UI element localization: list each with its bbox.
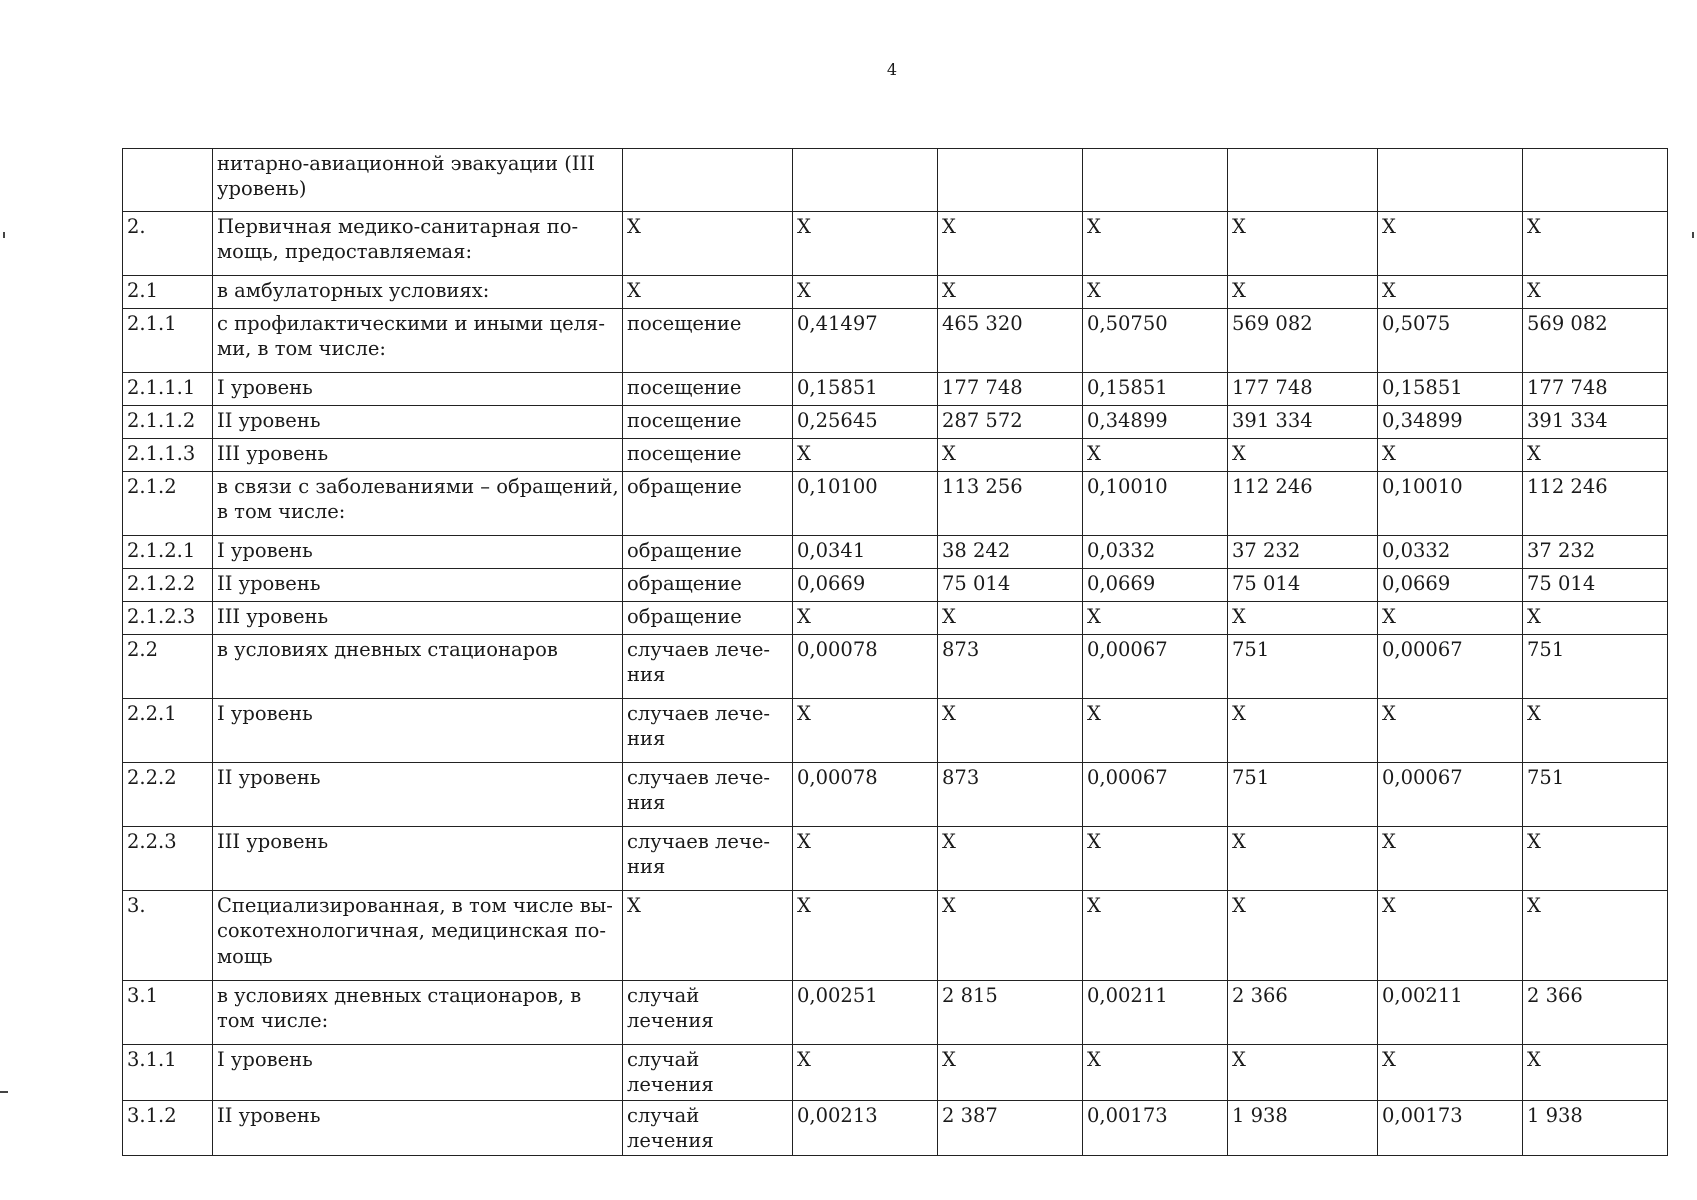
cell-col-7: X	[1228, 276, 1378, 309]
cell-row-number: 3.1.1	[123, 1045, 213, 1101]
cell-col-9: X	[1523, 212, 1668, 276]
left-margin-tick	[0, 1091, 8, 1093]
cell-col-5: X	[938, 439, 1083, 472]
cell-col-7: 569 082	[1228, 309, 1378, 373]
right-margin-dot	[1692, 232, 1694, 238]
cell-col-5: 2 387	[938, 1100, 1083, 1156]
cell-unit: обращение	[623, 536, 793, 569]
cell-col-7: 391 334	[1228, 406, 1378, 439]
cell-row-number: 3.1.2	[123, 1100, 213, 1156]
cell-col-8: 0,34899	[1378, 406, 1523, 439]
cell-col-8: 0,0332	[1378, 536, 1523, 569]
cell-row-number: 2.2.2	[123, 763, 213, 827]
cell-unit	[623, 149, 793, 212]
cell-col-7: X	[1228, 1045, 1378, 1101]
cell-col-9: 751	[1523, 763, 1668, 827]
cell-col-7: X	[1228, 602, 1378, 635]
cell-indicator-name: III уровень	[213, 439, 623, 472]
cell-col-8: X	[1378, 439, 1523, 472]
cell-col-9: X	[1523, 439, 1668, 472]
cell-col-6: X	[1083, 276, 1228, 309]
cell-unit: случаев лече-ния	[623, 635, 793, 699]
cell-col-7: X	[1228, 891, 1378, 981]
table-row	[123, 1045, 1668, 1101]
cell-unit: случаев лече-ния	[623, 827, 793, 891]
cell-row-number: 2.1.2	[123, 472, 213, 536]
cell-row-number: 3.	[123, 891, 213, 981]
table-row	[123, 827, 1668, 891]
cell-indicator-name: II уровень	[213, 1100, 623, 1156]
cell-col-9: 2 366	[1523, 981, 1668, 1045]
cell-col-9: X	[1523, 276, 1668, 309]
table-row	[123, 149, 1668, 212]
cell-unit: случай лечения	[623, 1045, 793, 1101]
cell-col-9: X	[1523, 891, 1668, 981]
table-row	[123, 276, 1668, 309]
cell-col-7: 75 014	[1228, 569, 1378, 602]
cell-col-5: 465 320	[938, 309, 1083, 373]
table-row	[123, 472, 1668, 536]
cell-indicator-name: II уровень	[213, 569, 623, 602]
cell-col-6: 0,34899	[1083, 406, 1228, 439]
cell-col-9: X	[1523, 1045, 1668, 1101]
cell-col-7: 112 246	[1228, 472, 1378, 536]
cell-unit: X	[623, 276, 793, 309]
cell-col-7: X	[1228, 212, 1378, 276]
cell-row-number: 3.1	[123, 981, 213, 1045]
cell-row-number: 2.2.3	[123, 827, 213, 891]
cell-col-6: X	[1083, 439, 1228, 472]
cell-col-9: X	[1523, 827, 1668, 891]
cell-col-9: X	[1523, 602, 1668, 635]
cell-col-4: 0,25645	[793, 406, 938, 439]
cell-col-7: 751	[1228, 635, 1378, 699]
cell-col-6: X	[1083, 602, 1228, 635]
cell-col-8: 0,10010	[1378, 472, 1523, 536]
cell-indicator-name: I уровень	[213, 536, 623, 569]
table-row	[123, 763, 1668, 827]
cell-col-4: X	[793, 439, 938, 472]
cell-col-6: X	[1083, 891, 1228, 981]
cell-col-4: X	[793, 602, 938, 635]
cell-col-5: 873	[938, 763, 1083, 827]
cell-col-6: 0,00173	[1083, 1100, 1228, 1156]
table-row	[123, 602, 1668, 635]
cell-col-4: 0,41497	[793, 309, 938, 373]
cell-col-7	[1228, 149, 1378, 212]
cell-col-5: X	[938, 602, 1083, 635]
cell-col-6: 0,00067	[1083, 635, 1228, 699]
cell-col-6: 0,15851	[1083, 373, 1228, 406]
cell-col-7: 1 938	[1228, 1100, 1378, 1156]
cell-col-6: 0,0332	[1083, 536, 1228, 569]
cell-row-number: 2.1.2.3	[123, 602, 213, 635]
cell-row-number: 2.1.1.1	[123, 373, 213, 406]
cell-unit: обращение	[623, 602, 793, 635]
cell-col-9: 391 334	[1523, 406, 1668, 439]
cell-indicator-name: I уровень	[213, 1045, 623, 1101]
cell-col-4: 0,15851	[793, 373, 938, 406]
cell-indicator-name: I уровень	[213, 699, 623, 763]
cell-unit: обращение	[623, 569, 793, 602]
cell-col-8: 0,00173	[1378, 1100, 1523, 1156]
cell-col-7: X	[1228, 827, 1378, 891]
cell-row-number: 2.1.2.1	[123, 536, 213, 569]
table-row	[123, 536, 1668, 569]
cell-col-4	[793, 149, 938, 212]
cell-row-number	[123, 149, 213, 212]
cell-col-5: 287 572	[938, 406, 1083, 439]
cell-indicator-name: в амбулаторных условиях:	[213, 276, 623, 309]
cell-unit: случай лечения	[623, 1100, 793, 1156]
cell-col-5: 113 256	[938, 472, 1083, 536]
cell-col-5: X	[938, 1045, 1083, 1101]
cell-col-9: 75 014	[1523, 569, 1668, 602]
cell-indicator-name: III уровень	[213, 827, 623, 891]
cell-col-8: X	[1378, 212, 1523, 276]
cell-col-6	[1083, 149, 1228, 212]
cell-col-7: 177 748	[1228, 373, 1378, 406]
cell-col-9: 177 748	[1523, 373, 1668, 406]
cell-indicator-name: нитарно-авиационной эвакуации (III уровень)	[213, 149, 623, 212]
cell-row-number: 2.1.2.2	[123, 569, 213, 602]
cell-col-4: 0,00078	[793, 635, 938, 699]
cell-row-number: 2.1	[123, 276, 213, 309]
cell-row-number: 2.1.1.2	[123, 406, 213, 439]
cell-col-9: 569 082	[1523, 309, 1668, 373]
cell-col-8: X	[1378, 1045, 1523, 1101]
data-table	[122, 148, 1668, 1156]
cell-col-4: X	[793, 827, 938, 891]
left-margin-dot	[3, 232, 5, 238]
cell-unit: X	[623, 212, 793, 276]
cell-unit: посещение	[623, 439, 793, 472]
table-row	[123, 635, 1668, 699]
cell-unit: случаев лече-ния	[623, 763, 793, 827]
cell-col-4: 0,0341	[793, 536, 938, 569]
cell-col-5: X	[938, 276, 1083, 309]
cell-unit: посещение	[623, 406, 793, 439]
cell-col-5: X	[938, 891, 1083, 981]
cell-col-9: 37 232	[1523, 536, 1668, 569]
cell-col-8: 0,15851	[1378, 373, 1523, 406]
table-row	[123, 891, 1668, 981]
cell-indicator-name: в условиях дневных стационаров	[213, 635, 623, 699]
cell-col-5: X	[938, 212, 1083, 276]
cell-col-6: X	[1083, 212, 1228, 276]
cell-col-4: 0,00251	[793, 981, 938, 1045]
cell-col-4: X	[793, 1045, 938, 1101]
cell-col-5: 2 815	[938, 981, 1083, 1045]
cell-col-4: X	[793, 276, 938, 309]
cell-col-6: 0,50750	[1083, 309, 1228, 373]
cell-indicator-name: с профилактическими и иными целя-ми, в том числе:	[213, 309, 623, 373]
cell-col-8: X	[1378, 891, 1523, 981]
table-row	[123, 212, 1668, 276]
cell-indicator-name: II уровень	[213, 406, 623, 439]
cell-col-8: 0,00067	[1378, 635, 1523, 699]
cell-col-6: X	[1083, 1045, 1228, 1101]
cell-unit: случаев лече-ния	[623, 699, 793, 763]
cell-col-6: 0,00211	[1083, 981, 1228, 1045]
cell-col-6: 0,0669	[1083, 569, 1228, 602]
cell-col-9: X	[1523, 699, 1668, 763]
cell-col-4: 0,00078	[793, 763, 938, 827]
table-row	[123, 309, 1668, 373]
cell-unit: посещение	[623, 309, 793, 373]
cell-col-8: 0,00211	[1378, 981, 1523, 1045]
cell-indicator-name: в связи с заболеваниями – обращений, в том числе:	[213, 472, 623, 536]
cell-col-5	[938, 149, 1083, 212]
cell-col-5: 75 014	[938, 569, 1083, 602]
cell-unit: посещение	[623, 373, 793, 406]
cell-col-5: X	[938, 699, 1083, 763]
cell-col-9	[1523, 149, 1668, 212]
table-row	[123, 981, 1668, 1045]
cell-indicator-name: II уровень	[213, 763, 623, 827]
table-row	[123, 406, 1668, 439]
table-row	[123, 699, 1668, 763]
cell-col-8: X	[1378, 699, 1523, 763]
table-row	[123, 439, 1668, 472]
cell-row-number: 2.	[123, 212, 213, 276]
cell-col-5: 38 242	[938, 536, 1083, 569]
cell-col-8: X	[1378, 827, 1523, 891]
cell-col-6: X	[1083, 827, 1228, 891]
cell-col-5: 873	[938, 635, 1083, 699]
cell-col-5: X	[938, 827, 1083, 891]
cell-col-8: 0,00067	[1378, 763, 1523, 827]
table-row	[123, 373, 1668, 406]
cell-col-7: X	[1228, 699, 1378, 763]
cell-col-7: 2 366	[1228, 981, 1378, 1045]
cell-col-9: 112 246	[1523, 472, 1668, 536]
cell-indicator-name: Специализированная, в том числе вы-сокотехнологичная, медицинская по-мощь	[213, 891, 623, 981]
cell-indicator-name: в условиях дневных стационаров, в том числе:	[213, 981, 623, 1045]
cell-col-6: 0,10010	[1083, 472, 1228, 536]
cell-col-8: 0,0669	[1378, 569, 1523, 602]
cell-col-9: 1 938	[1523, 1100, 1668, 1156]
cell-col-9: 751	[1523, 635, 1668, 699]
cell-col-5: 177 748	[938, 373, 1083, 406]
cell-unit: обращение	[623, 472, 793, 536]
cell-col-4: X	[793, 891, 938, 981]
cell-row-number: 2.2.1	[123, 699, 213, 763]
cell-col-8: 0,5075	[1378, 309, 1523, 373]
cell-col-6: X	[1083, 699, 1228, 763]
cell-col-8: X	[1378, 276, 1523, 309]
cell-col-4: 0,10100	[793, 472, 938, 536]
cell-col-7: 751	[1228, 763, 1378, 827]
cell-indicator-name: I уровень	[213, 373, 623, 406]
cell-col-4: X	[793, 212, 938, 276]
table-row	[123, 569, 1668, 602]
cell-indicator-name: III уровень	[213, 602, 623, 635]
cell-col-8: X	[1378, 602, 1523, 635]
cell-row-number: 2.1.1	[123, 309, 213, 373]
cell-row-number: 2.2	[123, 635, 213, 699]
cell-col-4: 0,0669	[793, 569, 938, 602]
cell-col-7: 37 232	[1228, 536, 1378, 569]
page-number: 4	[886, 60, 898, 79]
cell-col-7: X	[1228, 439, 1378, 472]
cell-row-number: 2.1.1.3	[123, 439, 213, 472]
cell-col-4: X	[793, 699, 938, 763]
cell-indicator-name: Первичная медико-санитарная по-мощь, предоставляемая:	[213, 212, 623, 276]
table-body	[123, 149, 1668, 1156]
cell-unit: случай лечения	[623, 981, 793, 1045]
table-row	[123, 1100, 1668, 1156]
cell-col-6: 0,00067	[1083, 763, 1228, 827]
cell-col-4: 0,00213	[793, 1100, 938, 1156]
cell-col-8	[1378, 149, 1523, 212]
cell-unit: X	[623, 891, 793, 981]
